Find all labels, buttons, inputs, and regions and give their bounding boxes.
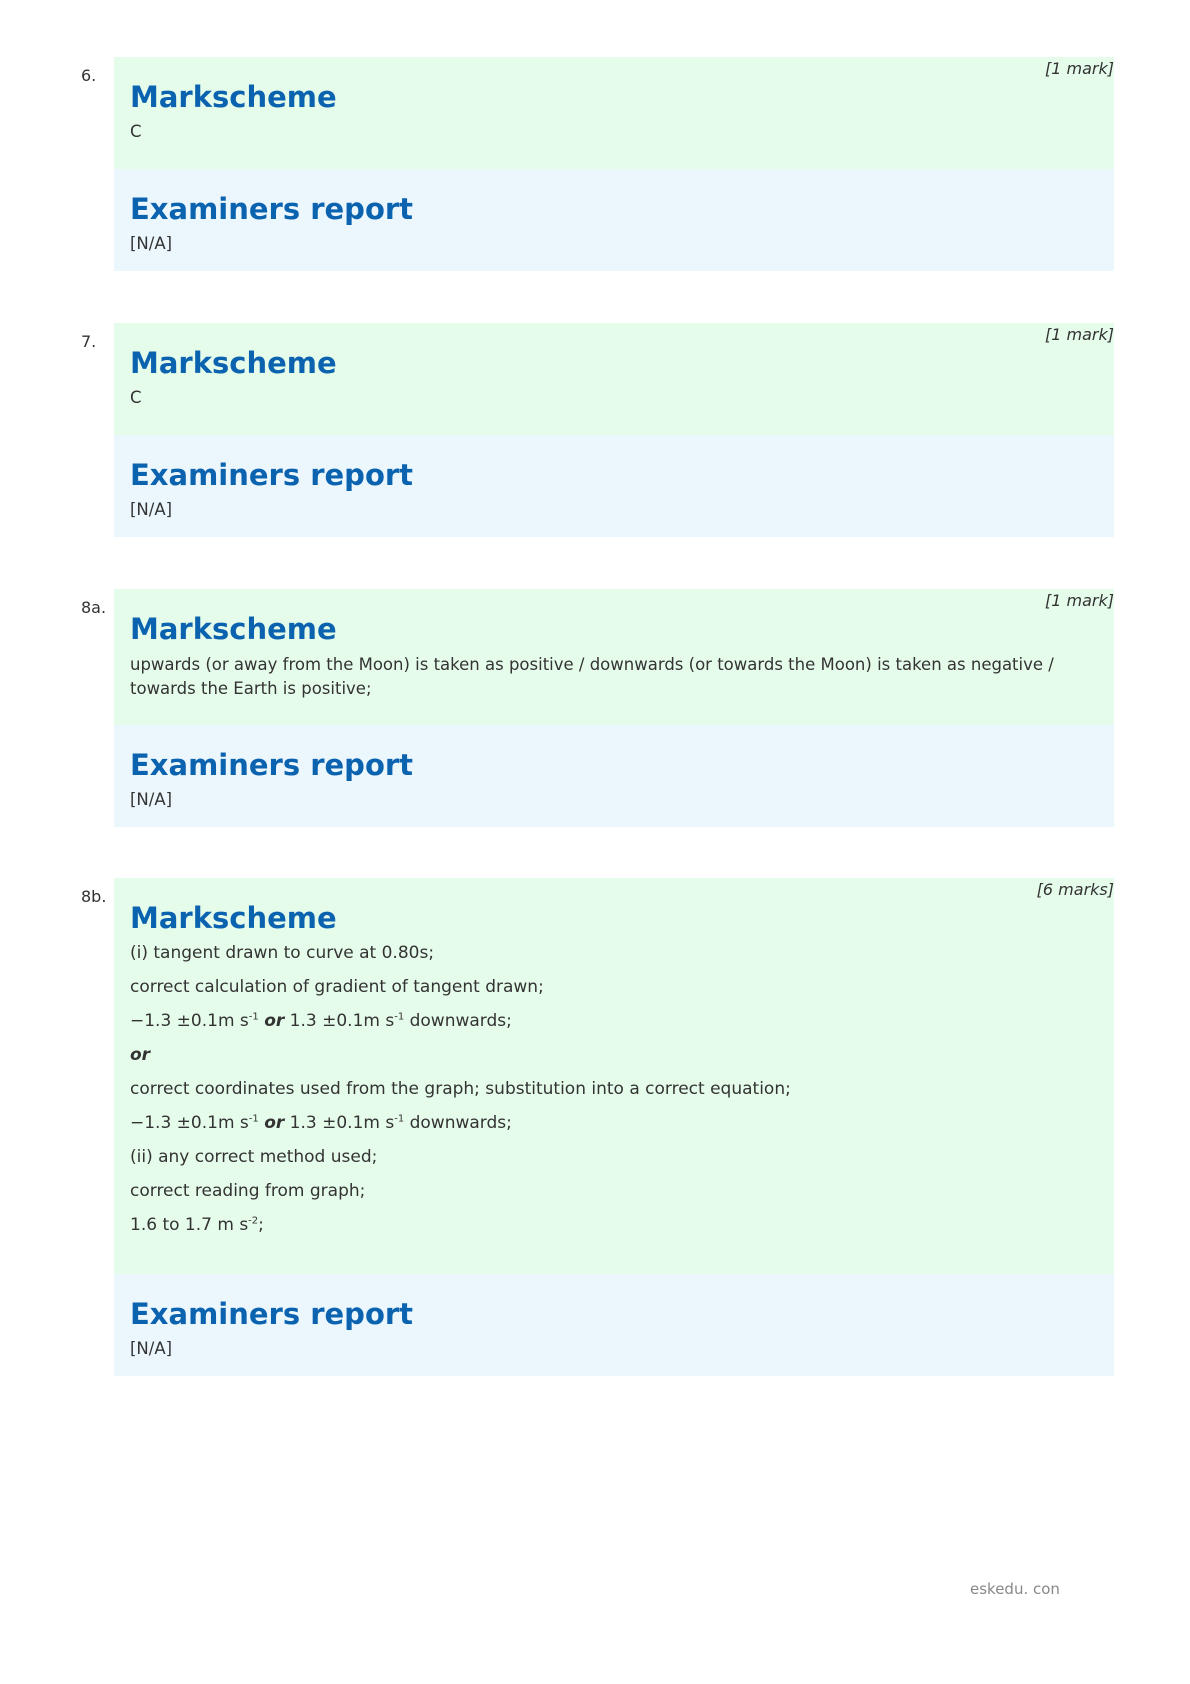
markscheme-heading: Markscheme bbox=[130, 612, 337, 646]
markscheme-section bbox=[114, 589, 1114, 725]
marks-label: [6 marks] bbox=[1036, 880, 1114, 899]
examiners-report-heading: Examiners report bbox=[130, 1297, 414, 1331]
question-number: 7. bbox=[81, 332, 97, 351]
markscheme-section bbox=[114, 57, 1114, 169]
examiners-report-text: [N/A] bbox=[130, 790, 173, 809]
examiners-report-text: [N/A] bbox=[130, 500, 173, 519]
markscheme-line bbox=[130, 1010, 1098, 1032]
question-number: 8b. bbox=[81, 887, 107, 906]
value-text: downwards; bbox=[409, 1011, 512, 1031]
footer-url: eskedu. con bbox=[970, 1580, 1060, 1598]
unit-exponent: -1 bbox=[394, 1113, 405, 1125]
markscheme-section bbox=[114, 878, 1114, 1274]
unit-exponent: -1 bbox=[248, 1011, 259, 1023]
value-text: −1.3 ±0.1m s bbox=[130, 1113, 249, 1133]
markscheme-heading: Markscheme bbox=[130, 346, 337, 380]
examiners-report-text: [N/A] bbox=[130, 1339, 173, 1358]
marks-label: [1 mark] bbox=[1045, 325, 1114, 344]
markscheme-line: (ii) any correct method used; bbox=[130, 1147, 378, 1167]
examiners-report-heading: Examiners report bbox=[130, 458, 414, 492]
markscheme-line: correct reading from graph; bbox=[130, 1181, 366, 1201]
or-text: or bbox=[264, 1113, 285, 1133]
value-text: ; bbox=[258, 1215, 264, 1235]
markscheme-line: correct coordinates used from the graph; substitution into a correct equation; bbox=[130, 1079, 791, 1099]
question-number: 6. bbox=[81, 66, 97, 85]
or-text: or bbox=[264, 1011, 285, 1031]
examiners-report-section bbox=[114, 435, 1114, 537]
markscheme-heading: Markscheme bbox=[130, 901, 337, 935]
value-text: −1.3 ±0.1m s bbox=[130, 1011, 249, 1031]
examiners-report-section bbox=[114, 725, 1114, 827]
examiners-report-heading: Examiners report bbox=[130, 748, 414, 782]
value-text: 1.3 ±0.1m s bbox=[289, 1011, 395, 1031]
markscheme-heading: Markscheme bbox=[130, 80, 337, 114]
marks-label: [1 mark] bbox=[1045, 591, 1114, 610]
examiners-report-section bbox=[114, 1274, 1114, 1376]
markscheme-section bbox=[114, 323, 1114, 435]
examiners-report-text: [N/A] bbox=[130, 234, 173, 253]
examiners-report-section bbox=[114, 169, 1114, 271]
value-text: 1.6 to 1.7 m s bbox=[130, 1215, 249, 1235]
markscheme-answer: upwards (or away from the Moon) is taken as positive / downwards (or towards the Moon) is taken as negative / towards the Earth is positive; bbox=[130, 655, 1054, 698]
markscheme-line bbox=[130, 1214, 1098, 1236]
markscheme-line: (i) tangent drawn to curve at 0.80s; bbox=[130, 943, 435, 963]
unit-exponent: -1 bbox=[248, 1113, 259, 1125]
markscheme-answer: C bbox=[130, 122, 142, 141]
markscheme-answer: C bbox=[130, 388, 142, 407]
unit-exponent: -1 bbox=[394, 1011, 405, 1023]
value-text: downwards; bbox=[409, 1113, 512, 1133]
markscheme-line bbox=[130, 1112, 1098, 1134]
question-number: 8a. bbox=[81, 598, 107, 617]
or-line: or bbox=[130, 1045, 151, 1065]
examiners-report-heading: Examiners report bbox=[130, 192, 414, 226]
unit-exponent: -2 bbox=[248, 1215, 259, 1227]
markscheme-line: correct calculation of gradient of tangent drawn; bbox=[130, 977, 544, 997]
marks-label: [1 mark] bbox=[1045, 59, 1114, 78]
value-text: 1.3 ±0.1m s bbox=[289, 1113, 395, 1133]
